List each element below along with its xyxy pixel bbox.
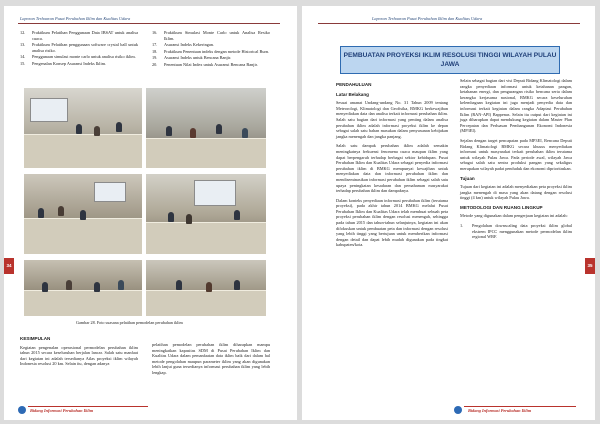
page-number-right: 35 bbox=[585, 258, 595, 274]
conclusion-text-1: Kegiatan pengenalan operasional permodelan perubahan iklim tahun 2015 secara keseluruhan berjalan lancar. Salah satu manfaat dari kegiatan ini adalah tersedianya Atlas proyeksi iklim wilayah Indonesia resolusi 20 km. Selain itu, dengan adanya bbox=[20, 344, 138, 367]
footer-text: Bidang Informasi Perubahan Iklim bbox=[468, 408, 532, 413]
conclusion-col2 bbox=[152, 342, 270, 380]
running-header: Laporan Terbaaran Pusat Perubahan Iklim dan Kualitas Udara bbox=[372, 16, 483, 21]
photo-classroom-6 bbox=[146, 260, 266, 316]
photo-classroom-1 bbox=[24, 88, 142, 168]
paragraph: Sejalan dengan target pencapaian pada MP3EI, Rencana Deputi Bidang Klimatologi BMKG secara khusus menyediakan informasi untuk masyarakat terkait perubahan iklim terutama untuk wilayah Pulau Jawa. Pada periode awal, wilayah Jawa sebagai salah satu sentra produksi pangan yang sekaligus merupakan wilayah padat penduduk dan ekonomi diprioritaskan. bbox=[460, 137, 572, 171]
list-item: 1. Pengolahan downscaling data proyeksi iklim global ekstrem IPCC menggunakan metode permodelan iklim regional WRF. bbox=[460, 223, 572, 240]
paragraph: Metode yang digunakan dalam pengerjaan kegiatan ini adalah: bbox=[460, 213, 568, 219]
paragraph: Selain sebagai bagian dari visi Deputi Bidang Klimatologi dalam rangka penyediaan informasi untuk ketahanan pangan, ketahanan energi, dan pengurangan risiko bencana serta dalam kerangka kerjasama nasional, BMKG secara keseluruhan kelembagaan kegiatan ini juga menjadi penyedia data dan informasi terkait kegiatan dalam rangka Adaptasi Perubahan Iklim (RAN-API) Bappenas. Selain itu output dari kegiatan ini juga diharapkan dapat mendukung kegiatan dalam Master Plan Percepatan dan Perluasan Pembangunan Ekonomi Indonesia (MP3EI). bbox=[460, 78, 572, 134]
left-page bbox=[4, 6, 297, 420]
subheading-tujuan: Tujuan bbox=[460, 175, 475, 181]
section-heading-pendahuluan: PENDAHULUAN bbox=[336, 82, 372, 87]
list-item: 12. Praktikum Pelatihan Penggunaan Data IBSAT untuk analisa cuaca. bbox=[20, 30, 138, 41]
right-col2 bbox=[460, 78, 572, 241]
list-item: 19. Asuransi Indeks untuk Bencana Banjir. bbox=[152, 55, 232, 61]
conclusion-heading: KESIMPULAN bbox=[20, 336, 51, 341]
header-rule bbox=[318, 23, 580, 24]
paragraph: Tujuan dari kegiatan ini adalah menyediakan peta proyeksi iklim jangka menengah di masa yang akan datang dengan resolusi tinggi (4 km) untuk wilayah Pulau Jawa. bbox=[460, 184, 572, 201]
list-item: 17. Asuransi Indeks Kekeringan. bbox=[152, 42, 214, 48]
photo-classroom-5 bbox=[24, 260, 142, 316]
photo-caption: Gambar 28. Foto suasana pelatihan pemodelan perubahan iklim bbox=[76, 320, 183, 325]
list-item: 14. Penggunaan simulasi monte carlo untuk analisa risiko iklim. bbox=[20, 54, 136, 60]
footer-logo-icon bbox=[18, 406, 26, 414]
right-page bbox=[302, 6, 595, 420]
paragraph: Sesuai amanat Undang-undang No. 31 Tahun 2009 tentang Meteorologi, Klimatologi dan Geofisika, BMKG berkewajiban menyediakan data dan analisa terkait informasi perubahan iklim. Salah satu bagian dari informasi yang penting dalam analisa perubahan iklim adalah informasi proyeksi iklim ke depan sebagai salah satu bahan masukan dalam penyusunan kebijakan jangka menengah dan jangka panjang. bbox=[336, 100, 448, 139]
running-header: Laporan Terbaaran Pusat Perubahan Iklim dan Kualitas Udara bbox=[20, 16, 131, 21]
footer-text: Bidang Informasi Perubahan Iklim bbox=[30, 408, 94, 413]
photo-classroom-3 bbox=[24, 174, 142, 254]
list-item: 13. Praktikum Pelatihan penggunaan software crystal ball untuk analisa risiko. bbox=[20, 42, 138, 53]
training-list-col2 bbox=[152, 30, 270, 69]
footer-rule bbox=[28, 406, 148, 407]
page-number-left: 34 bbox=[4, 258, 14, 274]
section-heading-metodologi: METODOLOGI DAN RUANG LINGKUP bbox=[460, 204, 543, 210]
list-item: 16. Praktikum Simulasi Monte Carlo untuk Analisa Resiko Iklim. bbox=[152, 30, 270, 41]
photo-classroom-4 bbox=[146, 174, 266, 254]
list-item: 15. Pengenalan Konsep Asuransi Indeks Iklim. bbox=[20, 60, 107, 66]
subheading-latar-belakang: Latar Belakang bbox=[336, 91, 369, 97]
chapter-title: PEMBUATAN PROYEKSI IKLIM RESOLUSI TINGGI WILAYAH PULAU JAWA bbox=[340, 46, 560, 74]
right-col1 bbox=[336, 78, 448, 252]
header-rule bbox=[18, 23, 280, 24]
conclusion-col1 bbox=[20, 332, 138, 371]
footer-rule bbox=[464, 406, 576, 407]
training-list-col1 bbox=[20, 30, 138, 68]
photo-classroom-2 bbox=[146, 88, 266, 168]
footer-logo-icon bbox=[454, 406, 462, 414]
paragraph: Dalam konteks penyediaan informasi perubahan iklim (terutama proyeksi), pada akhir tahun 2014 BMKG melalui Pusat Perubahan Iklim dan Kualitas Udara telah membuat sebuah peta proyeksi perubahan iklim dengan resolusi menengah, sehingga pada tahun 2015 dan tahun-tahun selanjutnya, kegiatan ini akan difokuskan untuk pembuatan peta dan informasi dengan resolusi yang lebih tinggi yang bertujuan untuk memberikan informasi dengan detail dan dapat lebih mudah digunakan pada tingkat kabupaten/kota. bbox=[336, 197, 448, 248]
list-item: 20. Penentuan Nilai Index untuk Asuransi Bencana Banjir. bbox=[152, 61, 258, 67]
conclusion-text-2: pelatihan pemodelan perubahan iklim diharapkan mampu meningkatkan kapasitas SDM di Pusat Perubahan Iklim dan Kualitas Udara dalam pemanfaatan data iklim baik dari dalam hal metode pengolahan maupun parameter iklim yang akan digunakan lebih lanjut guna tersedianya informasi perubahan iklim yang lebih lengkap. bbox=[152, 342, 270, 375]
list-item: 18. Praktikum Penentuan indeks dengan metode Historical Burn. bbox=[152, 48, 270, 54]
paragraph: Salah satu dampak perubahan iklim adalah semakin meningkatnya frekuensi fenomena cuaca maupun iklim yang dapat berpengaruh terhadap berbagai sektor kehidupan. Pusat Perubahan Iklim dan Kualitas Udara sebagai penyedia informasi perubahan iklim di BMKG mempunyai kewajiban untuk menyediakan data dan informasi perubahan iklim dan mendiseminasikan informasi perubahan iklim sebagai salah satu upaya peningkatan kesadaran dan pemahaman masyarakat terhadap perubahan iklim dan dampaknya. bbox=[336, 143, 448, 194]
